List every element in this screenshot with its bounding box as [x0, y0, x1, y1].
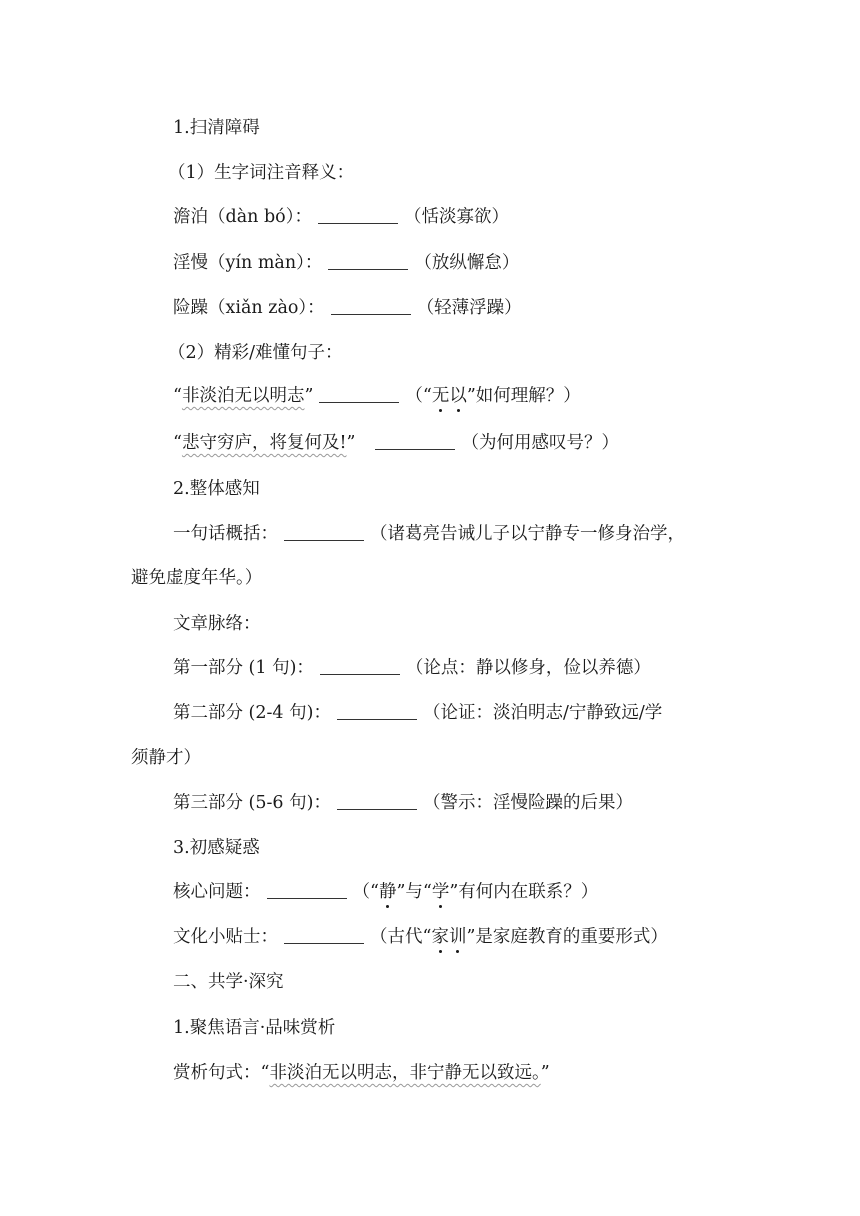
- vocab-item: [173, 295, 522, 321]
- vocab-word: 澹泊（dàn bó）：: [173, 207, 312, 227]
- subheading-vocab: （1）生字词注音释义：: [168, 163, 355, 183]
- core-question: [173, 879, 598, 905]
- answer-blank[interactable]: [331, 296, 411, 315]
- summary-line: [173, 521, 685, 547]
- structure-part-2: [173, 700, 662, 726]
- emphasis-char: 静: [378, 882, 397, 902]
- emphasis-char: 无: [431, 386, 450, 406]
- hint-text: （古代“: [370, 927, 432, 947]
- quote-close: ”: [540, 1063, 550, 1083]
- hint-text: （“: [405, 386, 432, 406]
- emphasis-char: 学: [431, 882, 450, 902]
- answer-blank[interactable]: [284, 522, 364, 541]
- quote-open: “: [260, 1063, 270, 1083]
- answer-blank[interactable]: [337, 791, 417, 810]
- part-label: 第一部分 (1 句)：: [173, 658, 314, 678]
- sentence-item: [173, 430, 619, 456]
- core-label: 核心问题：: [173, 882, 261, 902]
- emphasis-char: 以: [449, 386, 467, 406]
- hint-text: （“: [352, 882, 379, 902]
- summary-continuation: 避免虚度年华。）: [131, 568, 263, 588]
- quote-close: ”: [346, 433, 356, 453]
- section-heading-3: 3.初感疑惑: [173, 838, 260, 858]
- part-label: 第二部分 (2-4 句)：: [173, 703, 331, 723]
- quote-open: “: [173, 433, 182, 453]
- vocab-hint: （恬淡寡欲）: [403, 207, 509, 227]
- section-heading-2: 2.整体感知: [173, 479, 260, 499]
- hint-text: ”是家庭教育的重要形式）: [466, 927, 668, 947]
- emphasis-char: 家: [431, 927, 449, 947]
- hint-text: （论点：静以修身，俭以养德）: [405, 658, 651, 678]
- analysis-label: 赏析句式：: [173, 1063, 261, 1083]
- hint-text: （诸葛亮告诫儿子以宁静专一修身治学，: [370, 524, 685, 544]
- hint-text: ”与“: [396, 882, 432, 902]
- hint-text: （为何用感叹号？）: [461, 433, 619, 453]
- vocab-hint: （轻薄浮躁）: [416, 298, 522, 318]
- section-heading-1: 1.扫清障碍: [173, 118, 260, 138]
- structure-label: 文章脉络：: [173, 614, 261, 634]
- emphasis-char: 训: [448, 927, 467, 947]
- structure-part-1: [173, 655, 651, 681]
- part-label: 第三部分 (5-6 句)：: [173, 793, 331, 813]
- culture-tip: [173, 924, 668, 950]
- vocab-word: 淫慢（yín màn）：: [173, 253, 323, 273]
- quote-close: ”: [304, 386, 314, 406]
- hint-text: ”有何内在联系？）: [449, 882, 599, 902]
- answer-blank[interactable]: [318, 205, 398, 224]
- vocab-word: 险躁（xiǎn zào）：: [173, 298, 325, 318]
- quote-open: “: [173, 386, 182, 406]
- vocab-item: [173, 204, 509, 230]
- part-two-subheading: 1.聚焦语言·品味赏析: [173, 1018, 336, 1038]
- analysis-line: [173, 1060, 550, 1086]
- hint-text: （警示：淫慢险躁的后果）: [422, 793, 633, 813]
- vocab-item: [173, 250, 519, 276]
- tip-label: 文化小贴士：: [173, 927, 278, 947]
- structure-part-2-continuation: 须静才）: [131, 748, 201, 768]
- quoted-sentence: 非淡泊无以明志，非宁静无以致远。: [269, 1063, 541, 1083]
- answer-blank[interactable]: [320, 656, 400, 675]
- answer-blank[interactable]: [267, 880, 347, 899]
- answer-blank[interactable]: [337, 701, 417, 720]
- vocab-hint: （放纵懈怠）: [414, 253, 520, 273]
- summary-label: 一句话概括：: [173, 524, 278, 544]
- answer-blank[interactable]: [328, 251, 408, 270]
- structure-part-3: [173, 790, 633, 816]
- hint-text: ”如何理解？）: [466, 386, 581, 406]
- answer-blank[interactable]: [375, 431, 455, 450]
- quoted-sentence: 非淡泊无以明志: [181, 386, 305, 406]
- answer-blank[interactable]: [319, 384, 399, 403]
- quoted-sentence: 悲守穷庐，将复何及!: [181, 433, 347, 453]
- hint-text: （论证：淡泊明志/宁静致远/学: [422, 703, 663, 723]
- subheading-sentences: （2）精彩/难懂句子：: [168, 343, 343, 363]
- part-two-heading: 二、共学·深究: [173, 972, 284, 992]
- sentence-item: [173, 383, 581, 409]
- answer-blank[interactable]: [284, 925, 364, 944]
